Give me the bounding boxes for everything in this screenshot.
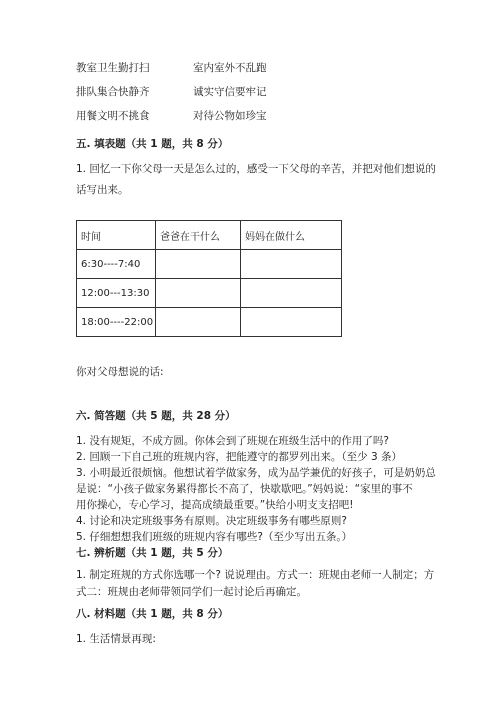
matching-left-1: 教室卫生勤打扫 — [76, 62, 150, 74]
section-7-heading: 七. 辨析题（共 1 题，共 5 分） — [76, 547, 229, 559]
table-row — [77, 279, 342, 308]
matching-right-1: 室内室外不乱跑 — [193, 62, 267, 74]
table-row — [77, 308, 342, 337]
section-8-heading: 八. 材料题（共 1 题，共 8 分） — [76, 608, 229, 620]
question-6-line: 是说：“小孩子做家务累得都长不高了，快歇歇吧。”妈妈说：“家里的事不 — [76, 483, 413, 495]
question-5-1-line1: 1. 回忆一下你父母一天是怎么过的，感受一下父母的辛苦，并把对他们想说的 — [76, 163, 436, 175]
matching-left-3: 用餐文明不挑食 — [76, 110, 150, 122]
table-cell-time: 6:30----7:40 — [77, 250, 156, 279]
question-6-line: 4. 讨论和决定班级事务有原则。决定班级事务有哪些原则? — [76, 515, 347, 527]
table-cell-blank[interactable] — [156, 308, 241, 337]
question-6-line: 用你操心，专心学习，提高成绩最重要。”快给小明支支招吧! — [76, 499, 354, 511]
schedule-table — [76, 220, 342, 337]
section-6-heading: 六. 简答题（共 5 题，共 28 分） — [76, 410, 236, 422]
matching-right-2: 诚实守信要牢记 — [193, 86, 267, 98]
table-cell-blank[interactable] — [241, 308, 342, 337]
question-7-1-line2: 式二：班规由老师带领同学们一起讨论后再确定。 — [76, 586, 307, 598]
question-6-line: 5. 仔细想想我们班级的班规内容有哪些?（至少写出五条。） — [76, 531, 353, 543]
question-5-1-line2: 话写出来。 — [76, 184, 129, 196]
table-header-time: 时间 — [77, 221, 156, 250]
table-cell-time: 18:00----22:00 — [77, 308, 156, 337]
table-cell-blank[interactable] — [156, 279, 241, 308]
table-cell-blank[interactable] — [241, 250, 342, 279]
table-cell-blank[interactable] — [241, 279, 342, 308]
question-6-line: 1. 没有规矩，不成方圆。你体会到了班规在班级生活中的作用了吗? — [76, 435, 389, 447]
section-5-heading: 五. 填表题（共 1 题，共 8 分） — [76, 138, 229, 150]
parents-message-prompt: 你对父母想说的话: — [76, 366, 164, 378]
table-header-father: 爸爸在干什么 — [156, 221, 241, 250]
table-cell-blank[interactable] — [156, 250, 241, 279]
matching-left-2: 排队集合快静齐 — [76, 86, 150, 98]
matching-right-3: 对待公物如珍宝 — [193, 110, 267, 122]
table-header-mother: 妈妈在做什么 — [241, 221, 342, 250]
table-cell-time: 12:00---13:30 — [77, 279, 156, 308]
question-7-1-line1: 1. 制定班规的方式你选哪一个? 说说理由。方式一：班规由老师一人制定；方 — [76, 569, 435, 581]
table-row — [77, 250, 342, 279]
question-6-line: 2. 回顾一下自己班的班规内容，把能遵守的都罗列出来。（至少 3 条） — [76, 451, 402, 463]
question-6-line: 3. 小明最近很烦恼。他想试着学做家务，成为品学兼优的好孩子，可是奶奶总 — [76, 467, 436, 479]
table-header-row — [77, 221, 342, 250]
question-8-1: 1. 生活情景再现: — [76, 633, 156, 645]
